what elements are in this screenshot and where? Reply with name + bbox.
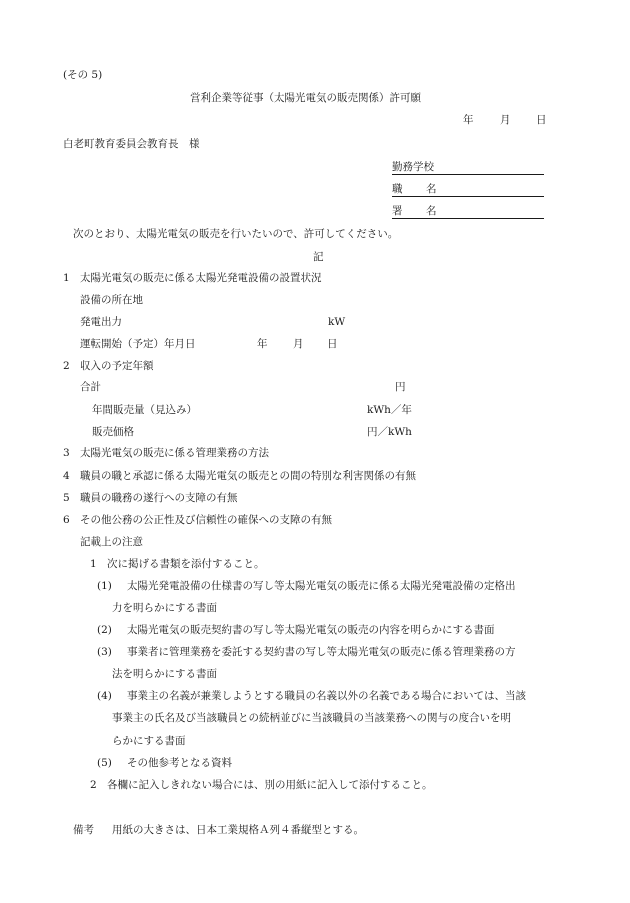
- operation-start-day: 日: [327, 338, 338, 350]
- notes-heading: 記載上の注意: [80, 536, 143, 548]
- note-item-number: (5): [97, 757, 112, 769]
- remark-label: 備考: [73, 824, 94, 836]
- addressee: 白老町教育委員会教育長 様: [63, 138, 200, 150]
- sales-price-label: 販売価格: [92, 426, 134, 438]
- section3-text: 太陽光電気の販売に係る管理業務の方法: [80, 447, 269, 459]
- form-number: (その 5): [63, 69, 103, 81]
- signature-label-2: 名: [426, 205, 437, 217]
- note-item-number: (3): [97, 646, 112, 658]
- date-day-label: 日: [536, 114, 547, 126]
- note1-text: 次に掲げる書類を添付すること。: [107, 558, 265, 570]
- position-label-1: 職: [392, 183, 403, 195]
- section6-number: 6: [63, 514, 70, 526]
- note-item-text: 事業者に管理業務を委託する契約書の写し等太陽光電気の販売に係る管理業務の方: [127, 646, 516, 658]
- note-item-text-cont: らかにする書面: [112, 735, 186, 747]
- annual-sales-unit: kWh／年: [367, 404, 412, 416]
- note2-number: 2: [90, 779, 97, 791]
- document-title: 営利企業等従事（太陽光電気の販売関係）許可願: [190, 92, 421, 104]
- section3-number: 3: [63, 447, 70, 459]
- operation-start-label: 運転開始（予定）年月日: [80, 338, 196, 350]
- section1-number: 1: [63, 272, 70, 284]
- equipment-location-label: 設備の所在地: [80, 294, 143, 306]
- section5-number: 5: [63, 492, 70, 504]
- note-item-text-cont: 事業主の氏名及び当該職員との続柄並びに当該職員の当該業務への関与の度合いを明: [112, 712, 511, 724]
- school-label: 勤務学校: [392, 161, 434, 173]
- note1-number: 1: [90, 558, 97, 570]
- school-field-underline[interactable]: [392, 174, 544, 175]
- total-label: 合計: [80, 381, 101, 393]
- operation-start-month: 月: [293, 338, 304, 350]
- note-item-text: 太陽光電気の販売契約書の写し等太陽光電気の販売の内容を明らかにする書面: [127, 624, 495, 636]
- date-year-label: 年: [463, 114, 474, 126]
- position-label-2: 名: [426, 183, 437, 195]
- note-item-text-cont: 力を明らかにする書面: [112, 602, 217, 614]
- operation-start-year: 年: [257, 338, 268, 350]
- note-item-number: (1): [97, 580, 112, 592]
- note-item-text-cont: 法を明らかにする書面: [112, 668, 217, 680]
- section2-title: 収入の予定年額: [80, 360, 154, 372]
- generation-output-label: 発電出力: [80, 316, 122, 328]
- sales-price-unit: 円／kWh: [367, 426, 412, 438]
- position-field-underline[interactable]: [392, 196, 544, 197]
- note2-text: 各欄に記入しきれない場合には、別の用紙に記入して添付すること。: [107, 779, 433, 791]
- note-item-text: 太陽光発電設備の仕様書の写し等太陽光電気の販売に係る太陽光発電設備の定格出: [127, 580, 516, 592]
- total-unit: 円: [395, 381, 406, 393]
- note-item-number: (2): [97, 624, 112, 636]
- section4-text: 職員の職と承認に係る太陽光電気の販売との間の特別な利害関係の有無: [80, 470, 416, 482]
- section2-number: 2: [63, 360, 70, 372]
- note-item-text: 事業主の名義が兼業しようとする職員の名義以外の名義である場合においては、当該: [127, 690, 526, 702]
- generation-output-unit: kW: [328, 316, 346, 328]
- ki-heading: 記: [313, 251, 324, 263]
- annual-sales-label: 年間販売量（見込み）: [92, 404, 197, 416]
- section6-text: その他公務の公正性及び信頼性の確保への支障の有無: [80, 514, 332, 526]
- remark-text: 用紙の大きさは、日本工業規格Ａ列４番縦型とする。: [112, 824, 364, 836]
- section1-title: 太陽光電気の販売に係る太陽光発電設備の設置状況: [80, 272, 322, 284]
- note-item-text: その他参考となる資料: [127, 757, 232, 769]
- intro-text: 次のとおり、太陽光電気の販売を行いたいので、許可してください。: [73, 228, 399, 240]
- note-item-number: (4): [97, 690, 112, 702]
- section5-text: 職員の職務の遂行への支障の有無: [80, 492, 238, 504]
- date-month-label: 月: [500, 114, 511, 126]
- section4-number: 4: [63, 470, 70, 482]
- signature-field-underline[interactable]: [392, 218, 544, 219]
- signature-label-1: 署: [392, 205, 403, 217]
